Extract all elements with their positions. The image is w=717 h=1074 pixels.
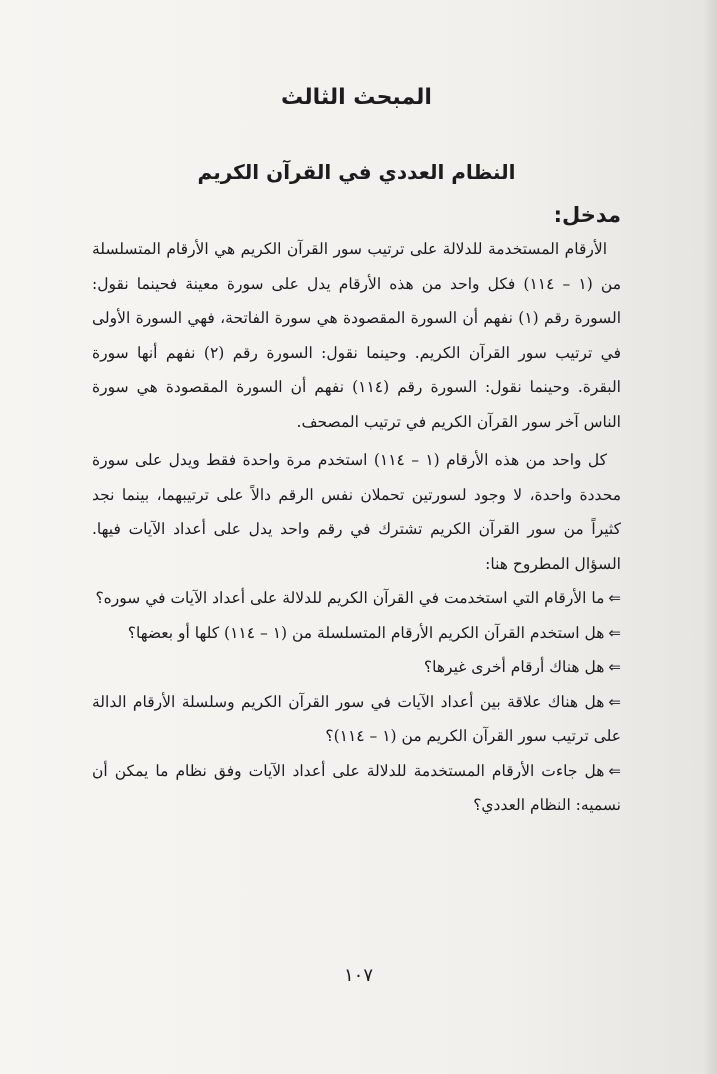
arrow-icon: ⇐ — [608, 692, 621, 711]
page-edge-shadow — [703, 0, 717, 1074]
arrow-icon: ⇐ — [608, 761, 621, 780]
paragraph-2: كل واحد من هذه الأرقام (١ – ١١٤) استخدم مرة واحدة فقط ويدل على سورة محددة واحدة، لا وجود لسورتين تحملان نفس الرقم دالاً على ترتيبهما، بينما نجد كثيراً من سور القرآن الكريم تشترك في رقم واحد يدل على أعداد الآيات فيها. السؤال المطروح هنا: — [92, 451, 621, 573]
intro-heading: مدخل: — [553, 203, 621, 227]
page-number: ١٠٧ — [343, 965, 373, 986]
question-text: هل هناك علاقة بين أعداد الآيات في سور القرآن الكريم وسلسلة الأرقام الدالة على ترتيب سور القرآن الكريم من (١ – ١١٤)؟ — [92, 692, 621, 745]
question-text: ما الأرقام التي استخدمت في القرآن الكريم للدلالة على أعداد الآيات في سوره؟ — [95, 589, 605, 607]
arrow-icon: ⇐ — [608, 589, 621, 607]
arrow-icon: ⇐ — [608, 623, 621, 642]
question-item — [92, 754, 621, 823]
question-item — [92, 581, 621, 616]
question-text: هل استخدم القرآن الكريم الأرقام المتسلسلة من (١ – ١١٤) كلها أو بعضها؟ — [127, 623, 605, 642]
question-item — [92, 685, 621, 754]
section-title: النظام العددي في القرآن الكريم — [197, 160, 516, 184]
page-content — [92, 78, 621, 823]
question-list — [92, 581, 621, 823]
question-item — [92, 616, 621, 651]
paragraph-1: الأرقام المستخدمة للدلالة على ترتيب سور القرآن الكريم هي الأرقام المتسلسلة من (١ – ١١٤) فكل واحد من هذه الأرقام يدل على سورة معينة فحينما نقول: السورة رقم (١) نفهم أن السورة المقصودة هي سورة الفاتحة، فهي السورة الأولى في ترتيب سور القرآن الكريم. وحينما نقول: السورة رقم (٢) نفهم أنها سورة البقرة. وحينما نقول: السورة رقم (١١٤) نفهم أن السورة المقصودة هي سورة الناس آخر سور القرآن الكريم في ترتيب المصحف. — [92, 240, 622, 431]
chapter-title: المبحث الثالث — [281, 85, 432, 110]
question-item — [92, 650, 621, 685]
question-text: هل جاءت الأرقام المستخدمة للدلالة على أعداد الآيات وفق نظام ما يمكن أن نسميه: النظام العددي؟ — [92, 761, 621, 814]
arrow-icon: ⇐ — [608, 658, 621, 676]
question-text: هل هناك أرقام أخرى غيرها؟ — [423, 658, 605, 676]
